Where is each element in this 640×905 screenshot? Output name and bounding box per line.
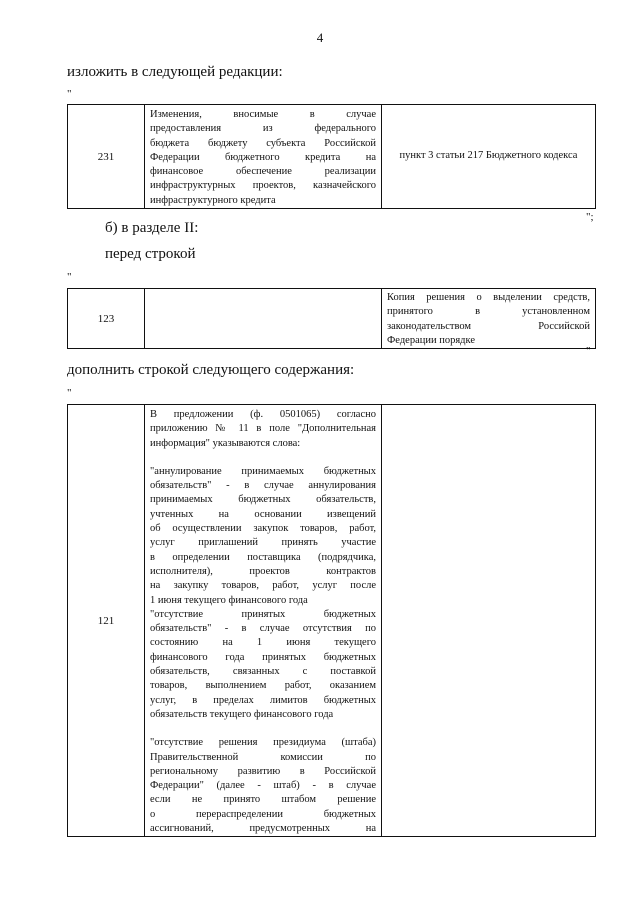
description-line: услуг, в пределах лимитов бюджетных: [150, 694, 376, 706]
quote-open-3: ": [67, 387, 72, 399]
row-description: [145, 289, 382, 349]
description-line: Федерации" (далее - штаб) - в случае: [150, 780, 376, 792]
description-line: инфраструктурного кредита: [150, 194, 276, 206]
table-2: [67, 288, 596, 349]
description-line: Правительственной комиссии по: [150, 751, 376, 763]
description-line: на закупку товаров, работ, услуг после: [150, 580, 376, 592]
description-line: инфраструктурных проектов, казначейского: [150, 180, 376, 192]
basis-line: Копия решения о выделении средств,: [387, 292, 590, 303]
row-description: [145, 105, 382, 209]
description-line: ассигнований, предусмотренных на: [150, 823, 376, 835]
description-line: бюджета бюджету субъекта Российской: [150, 137, 376, 149]
description-line: "аннулирование принимаемых бюджетных: [150, 465, 376, 477]
description-line: услуг приглашений принять участие: [150, 537, 376, 549]
row-basis: [382, 405, 596, 837]
basis-line: Федерации порядке: [387, 334, 476, 346]
description-line: товаров, выполнением работ, оказанием: [150, 680, 376, 692]
row-number: 123: [68, 289, 145, 349]
table-3: [67, 404, 596, 837]
table-row: [68, 289, 596, 349]
description-line: информация" указываются слова:: [150, 437, 301, 449]
description-line: состоянию на 1 июня текущего: [150, 637, 376, 649]
description-line: предоставления из федерального: [150, 123, 376, 135]
quote-open-1: ": [67, 88, 72, 100]
description-line: "отсутствие принятых бюджетных: [150, 608, 376, 620]
description-line: Изменения, вносимые в случае: [150, 109, 376, 120]
description-line: 1 июня текущего финансового года: [150, 594, 308, 606]
basis-line: принятого в установленном: [387, 306, 590, 318]
basis-line: законодательством Российской: [387, 320, 590, 332]
description-line: если не принято штабом решение: [150, 794, 376, 806]
section-b-text: б) в разделе II:: [105, 220, 199, 236]
row-number: 231: [68, 105, 145, 209]
description-line: учтенных на основании извещений: [150, 508, 376, 520]
table-row: [68, 105, 596, 209]
page-number: 4: [316, 30, 324, 45]
description-line: принимаемых бюджетных обязательств,: [150, 494, 376, 506]
intro-text: изложить в следующей редакции:: [67, 64, 283, 80]
description-line: исполнителя), проектов контрактов: [150, 565, 376, 577]
row-description: [145, 405, 382, 837]
description-line: "отсутствие решения президиума (штаба): [150, 737, 376, 749]
before-row-text: перед строкой: [105, 246, 196, 262]
quote-open-2: ": [67, 271, 72, 283]
description-line: финансовое обеспечение реализации: [150, 166, 376, 178]
quote-close: ": [586, 345, 591, 357]
description-line: обязательств" - в случае отсутствия по: [150, 623, 376, 635]
quote-close-semicolon: ";: [586, 211, 594, 223]
description-line: приложению № 11 в поле "Дополнительная: [150, 423, 376, 435]
description-line: об осуществлении закупок товаров, работ,: [150, 523, 376, 535]
row-basis: пункт 3 статьи 217 Бюджетного кодекса: [382, 105, 596, 209]
description-line: Федерации бюджетного кредита на: [150, 151, 376, 163]
description-line: финансового года принятых бюджетных: [150, 651, 376, 663]
description-line: в определении поставщика (подрядчика,: [150, 551, 376, 563]
row-basis: [382, 289, 596, 349]
description-line: обязательств, связанных с поставкой: [150, 666, 376, 678]
description-line: региональному развитию в Российской: [150, 765, 376, 777]
table-row: [68, 405, 596, 837]
description-line: обязательств текущего финансового года: [150, 708, 334, 720]
row-number: 121: [68, 405, 145, 837]
description-line: В предложении (ф. 0501065) согласно: [150, 409, 376, 420]
add-row-text: дополнить строкой следующего содержания:: [67, 362, 355, 378]
table-1: [67, 104, 596, 209]
description-line: о перераспределении бюджетных: [150, 808, 376, 820]
description-line: обязательств" - в случае аннулирования: [150, 480, 376, 492]
